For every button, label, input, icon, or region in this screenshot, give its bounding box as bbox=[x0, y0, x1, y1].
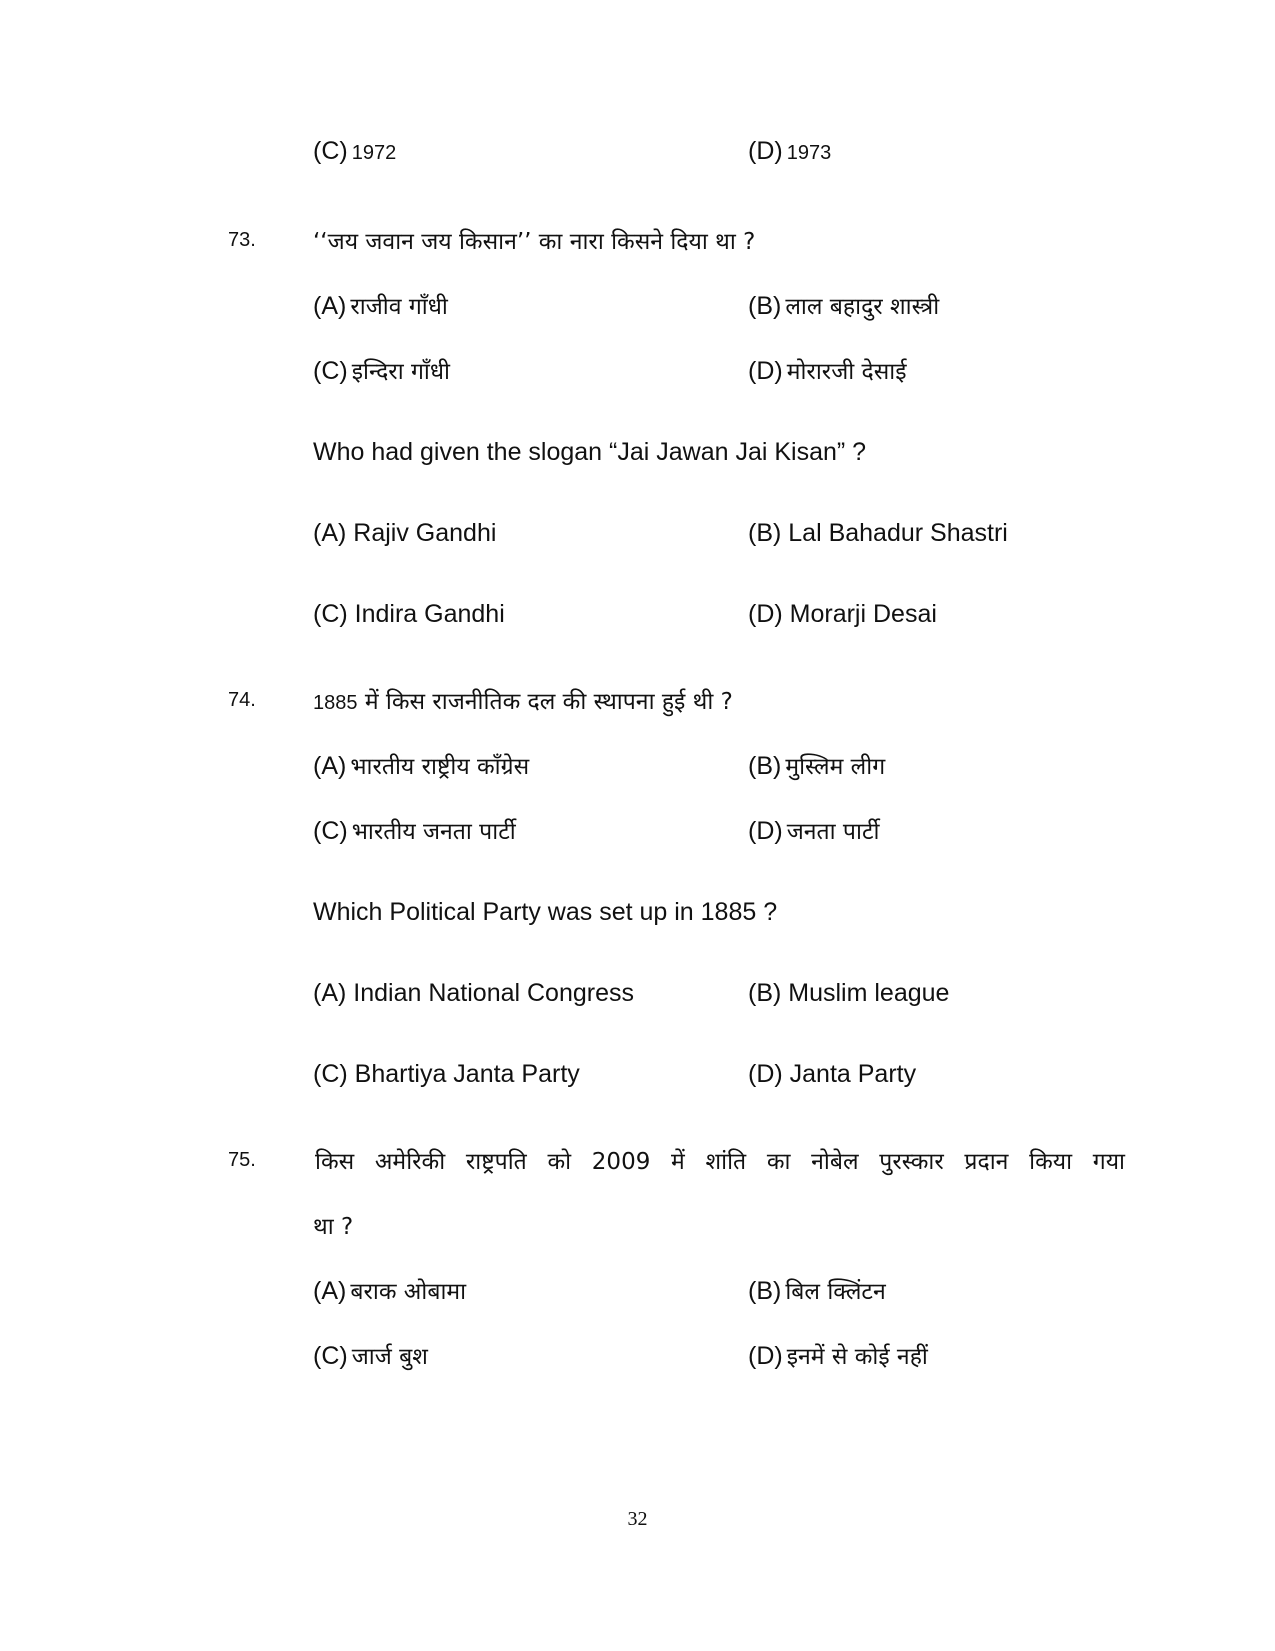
option-c-english: (C) Bhartiya Janta Party bbox=[313, 1060, 580, 1088]
option-d-english: (D) Janta Party bbox=[748, 1060, 917, 1088]
option-b-hindi: (B) मुस्लिम लीग bbox=[748, 752, 886, 780]
option-d-hindi: (D) मोरारजी देसाई bbox=[748, 357, 907, 385]
option-b-english: (B) Lal Bahadur Shastri bbox=[748, 519, 1008, 547]
question-text-hindi-continued: था ? bbox=[313, 1214, 354, 1240]
option-a-english: (A) Indian National Congress bbox=[313, 979, 634, 1007]
option-c-hindi: (C) जार्ज बुश bbox=[313, 1342, 428, 1370]
question-number: 73. bbox=[228, 229, 256, 251]
option-b-english: (B) Muslim league bbox=[748, 979, 950, 1007]
option-d-hindi: (D) जनता पार्टी bbox=[748, 817, 880, 845]
question-text-english: Which Political Party was set up in 1885 ? bbox=[313, 898, 778, 926]
option-d: (D) 1973 bbox=[748, 137, 832, 165]
option-a-hindi: (A) भारतीय राष्ट्रीय काँग्रेस bbox=[313, 752, 530, 780]
question-number: 74. bbox=[228, 689, 256, 711]
question-text-hindi: किस अमेरिकी राष्ट्रपति को 2009 में शांति का नोबेल पुरस्कार प्रदान किया गया bbox=[315, 1149, 1125, 1175]
option-d-hindi: (D) इनमें से कोई नहीं bbox=[748, 1342, 928, 1370]
option-b-hindi: (B) बिल क्लिंटन bbox=[748, 1277, 886, 1305]
option-c: (C) 1972 bbox=[313, 137, 397, 165]
question-text-hindi: 1885 में किस राजनीतिक दल की स्थापना हुई थी ? bbox=[313, 689, 733, 715]
page-number: 32 bbox=[627, 1508, 648, 1530]
option-d-english: (D) Morarji Desai bbox=[748, 600, 937, 628]
option-c-hindi: (C) इन्दिरा गाँधी bbox=[313, 357, 450, 385]
question-number: 75. bbox=[228, 1149, 256, 1171]
question-text-hindi: ‘‘जय जवान जय किसान’’ का नारा किसने दिया था ? bbox=[313, 229, 756, 255]
option-c-english: (C) Indira Gandhi bbox=[313, 600, 505, 628]
option-a-hindi: (A) राजीव गाँधी bbox=[313, 292, 448, 320]
option-c-hindi: (C) भारतीय जनता पार्टी bbox=[313, 817, 516, 845]
option-a-hindi: (A) बराक ओबामा bbox=[313, 1277, 467, 1305]
option-a-english: (A) Rajiv Gandhi bbox=[313, 519, 497, 547]
option-b-hindi: (B) लाल बहादुर शास्त्री bbox=[748, 292, 940, 320]
question-text-english: Who had given the slogan “Jai Jawan Jai Kisan” ? bbox=[313, 438, 867, 466]
